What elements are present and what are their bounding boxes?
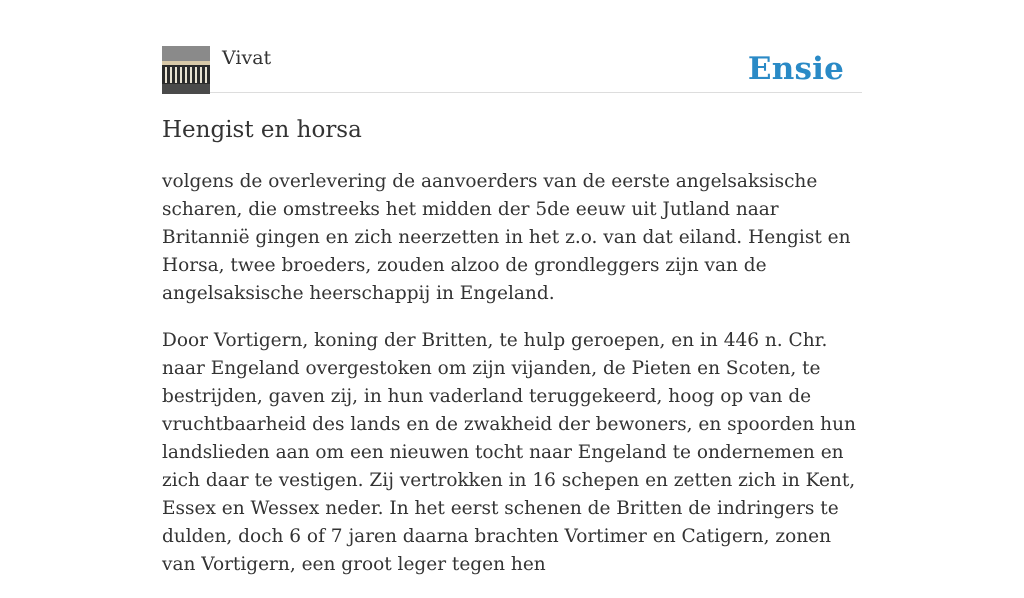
article-paragraph: volgens de overlevering de aanvoerders van de eerste angelsaksische scharen, die omstreeks het midden der 5de eeuw uit Jutland naar Britannië gingen en zich neerzetten in het z.o. van dat eiland. Hengist en Horsa, twee broeders, zouden alzoo de grondleggers zijn van de angelsaksische heerschappij in Engeland. [162,171,851,304]
author-name-link[interactable]: Vivat [222,47,272,69]
author-avatar[interactable] [162,46,210,94]
library-shelves-icon [162,46,210,94]
page-title: Hengist en horsa [162,117,362,143]
site-header [162,46,862,93]
article-body [162,168,867,598]
ensie-logo-link[interactable]: Ensie [747,51,844,87]
article-paragraph: Door Vortigern, koning der Britten, te hulp geroepen, en in 446 n. Chr. naar Engeland overgestoken om zijn vijanden, de Pieten en Scoten, te bestrijden, gaven zij, in hun vaderland teruggekeerd, hoog op van de vruchtbaarheid des lands en de zwakheid der bewoners, en spoorden hun landslieden aan om een nieuwen tocht naar Engeland te ondernemen en zich daar te vestigen. Zij vertrokken in 16 schepen en zetten zich in Kent, Essex en Wessex neder. In het eerst schenen de Britten de indringers te dulden, doch 6 of 7 jaren daarna brachten Vortimer en Catigern, zonen van Vortigern, een groot leger tegen hen [162,330,856,575]
